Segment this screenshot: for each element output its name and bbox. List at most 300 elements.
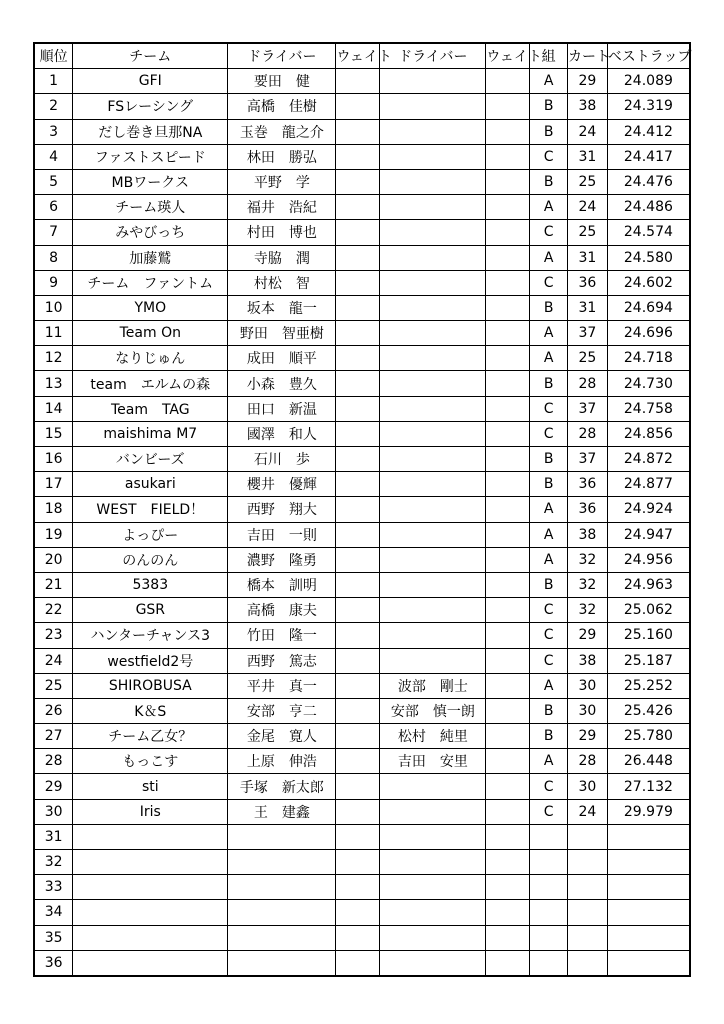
cell-weight-2 xyxy=(486,346,530,371)
cell-best-lap: 24.872 xyxy=(607,447,690,472)
cell-team: ファストスピード xyxy=(73,144,228,169)
cell-driver-2 xyxy=(380,144,486,169)
cell-team xyxy=(73,925,228,950)
cell-weight-1 xyxy=(336,673,380,698)
cell-kart: 32 xyxy=(568,598,608,623)
cell-best-lap: 24.956 xyxy=(607,547,690,572)
cell-rank: 23 xyxy=(34,623,73,648)
cell-weight-2 xyxy=(486,94,530,119)
cell-weight-2 xyxy=(486,522,530,547)
cell-group xyxy=(530,850,568,875)
cell-best-lap: 24.877 xyxy=(607,472,690,497)
cell-driver-2 xyxy=(380,648,486,673)
cell-best-lap: 24.417 xyxy=(607,144,690,169)
cell-kart xyxy=(568,925,608,950)
cell-driver-1: 平野 学 xyxy=(228,169,336,194)
cell-driver-2 xyxy=(380,850,486,875)
results-body xyxy=(34,69,690,976)
cell-best-lap: 24.696 xyxy=(607,321,690,346)
cell-group: A xyxy=(530,749,568,774)
cell-rank: 2 xyxy=(34,94,73,119)
cell-group: A xyxy=(530,547,568,572)
cell-weight-2 xyxy=(486,321,530,346)
cell-team: K＆S xyxy=(73,698,228,723)
cell-weight-1 xyxy=(336,950,380,976)
cell-weight-2 xyxy=(486,799,530,824)
cell-group: C xyxy=(530,648,568,673)
cell-driver-1: 玉巻 龍之介 xyxy=(228,119,336,144)
cell-kart: 28 xyxy=(568,421,608,446)
table-row xyxy=(34,346,690,371)
cell-driver-2: 安部 慎一朗 xyxy=(380,698,486,723)
cell-driver-1: 坂本 龍一 xyxy=(228,295,336,320)
header-driver-2: ドライバー xyxy=(380,43,486,69)
table-row xyxy=(34,144,690,169)
cell-weight-2 xyxy=(486,270,530,295)
cell-driver-1: 寺脇 潤 xyxy=(228,245,336,270)
cell-rank: 34 xyxy=(34,900,73,925)
cell-weight-1 xyxy=(336,295,380,320)
cell-weight-1 xyxy=(336,850,380,875)
cell-rank: 10 xyxy=(34,295,73,320)
cell-kart: 36 xyxy=(568,270,608,295)
cell-group: B xyxy=(530,572,568,597)
cell-driver-1: 金尾 寛人 xyxy=(228,724,336,749)
cell-rank: 29 xyxy=(34,774,73,799)
header-team: チーム xyxy=(73,43,228,69)
cell-best-lap xyxy=(607,925,690,950)
cell-weight-2 xyxy=(486,220,530,245)
table-row xyxy=(34,295,690,320)
cell-team: なりじゅん xyxy=(73,346,228,371)
cell-driver-1 xyxy=(228,900,336,925)
cell-rank: 20 xyxy=(34,547,73,572)
table-row xyxy=(34,749,690,774)
cell-kart: 32 xyxy=(568,547,608,572)
cell-team: SHIROBUSA xyxy=(73,673,228,698)
cell-driver-1 xyxy=(228,824,336,849)
cell-kart: 38 xyxy=(568,648,608,673)
cell-driver-1: 安部 亨二 xyxy=(228,698,336,723)
cell-rank: 25 xyxy=(34,673,73,698)
table-row xyxy=(34,522,690,547)
cell-weight-1 xyxy=(336,900,380,925)
cell-weight-1 xyxy=(336,724,380,749)
cell-weight-1 xyxy=(336,245,380,270)
cell-driver-2 xyxy=(380,270,486,295)
cell-driver-2 xyxy=(380,472,486,497)
table-row xyxy=(34,94,690,119)
cell-weight-2 xyxy=(486,648,530,673)
cell-team xyxy=(73,900,228,925)
cell-rank: 19 xyxy=(34,522,73,547)
cell-best-lap xyxy=(607,875,690,900)
cell-driver-2 xyxy=(380,220,486,245)
cell-group: A xyxy=(530,673,568,698)
cell-driver-1: 田口 新温 xyxy=(228,396,336,421)
cell-kart: 29 xyxy=(568,623,608,648)
cell-weight-2 xyxy=(486,295,530,320)
cell-weight-1 xyxy=(336,195,380,220)
cell-group: B xyxy=(530,119,568,144)
cell-driver-2 xyxy=(380,875,486,900)
header-group: 組 xyxy=(530,43,568,69)
cell-team: のんのん xyxy=(73,547,228,572)
cell-team: チーム瑛人 xyxy=(73,195,228,220)
cell-driver-2 xyxy=(380,371,486,396)
cell-kart: 37 xyxy=(568,321,608,346)
cell-group xyxy=(530,875,568,900)
cell-driver-2 xyxy=(380,824,486,849)
cell-rank: 14 xyxy=(34,396,73,421)
cell-kart: 32 xyxy=(568,572,608,597)
cell-best-lap: 24.758 xyxy=(607,396,690,421)
cell-weight-1 xyxy=(336,270,380,295)
cell-team: MBワークス xyxy=(73,169,228,194)
cell-team: Team On xyxy=(73,321,228,346)
cell-rank: 8 xyxy=(34,245,73,270)
cell-team: よっぴー xyxy=(73,522,228,547)
cell-weight-1 xyxy=(336,169,380,194)
cell-weight-1 xyxy=(336,522,380,547)
cell-driver-1 xyxy=(228,875,336,900)
cell-best-lap: 24.730 xyxy=(607,371,690,396)
table-row xyxy=(34,421,690,446)
cell-driver-2 xyxy=(380,572,486,597)
cell-weight-2 xyxy=(486,547,530,572)
cell-weight-1 xyxy=(336,547,380,572)
cell-kart: 36 xyxy=(568,472,608,497)
cell-weight-2 xyxy=(486,925,530,950)
cell-team: team エルムの森 xyxy=(73,371,228,396)
cell-driver-1 xyxy=(228,925,336,950)
cell-weight-1 xyxy=(336,648,380,673)
cell-driver-1: 吉田 一則 xyxy=(228,522,336,547)
cell-kart: 38 xyxy=(568,522,608,547)
cell-group: C xyxy=(530,623,568,648)
cell-weight-2 xyxy=(486,774,530,799)
header-row xyxy=(34,43,690,69)
cell-best-lap: 25.187 xyxy=(607,648,690,673)
cell-team: チーム ファントム xyxy=(73,270,228,295)
cell-kart: 37 xyxy=(568,396,608,421)
cell-kart xyxy=(568,850,608,875)
cell-driver-2 xyxy=(380,925,486,950)
cell-driver-2 xyxy=(380,245,486,270)
cell-rank: 4 xyxy=(34,144,73,169)
cell-kart: 36 xyxy=(568,497,608,522)
cell-kart: 25 xyxy=(568,346,608,371)
cell-weight-2 xyxy=(486,371,530,396)
cell-best-lap: 24.486 xyxy=(607,195,690,220)
cell-group: A xyxy=(530,346,568,371)
cell-kart: 31 xyxy=(568,144,608,169)
cell-weight-1 xyxy=(336,447,380,472)
cell-best-lap: 26.448 xyxy=(607,749,690,774)
cell-group: C xyxy=(530,396,568,421)
cell-weight-1 xyxy=(336,220,380,245)
cell-weight-1 xyxy=(336,69,380,94)
cell-driver-1: 高橋 康夫 xyxy=(228,598,336,623)
cell-team: asukari xyxy=(73,472,228,497)
cell-rank: 36 xyxy=(34,950,73,976)
cell-weight-1 xyxy=(336,94,380,119)
cell-team: ハンターチャンス3 xyxy=(73,623,228,648)
cell-kart: 38 xyxy=(568,94,608,119)
cell-weight-2 xyxy=(486,195,530,220)
cell-weight-2 xyxy=(486,421,530,446)
cell-kart: 31 xyxy=(568,295,608,320)
cell-rank: 7 xyxy=(34,220,73,245)
cell-group: A xyxy=(530,245,568,270)
cell-kart: 24 xyxy=(568,195,608,220)
cell-rank: 31 xyxy=(34,824,73,849)
cell-weight-1 xyxy=(336,119,380,144)
cell-kart xyxy=(568,900,608,925)
cell-driver-1: 竹田 隆一 xyxy=(228,623,336,648)
cell-weight-2 xyxy=(486,396,530,421)
cell-kart: 29 xyxy=(568,724,608,749)
cell-rank: 3 xyxy=(34,119,73,144)
cell-weight-2 xyxy=(486,472,530,497)
cell-team: だし巻き旦那NA xyxy=(73,119,228,144)
cell-group: C xyxy=(530,421,568,446)
cell-rank: 9 xyxy=(34,270,73,295)
cell-weight-1 xyxy=(336,799,380,824)
cell-group: C xyxy=(530,144,568,169)
table-row xyxy=(34,497,690,522)
table-row xyxy=(34,698,690,723)
cell-team: チーム乙女？ xyxy=(73,724,228,749)
cell-rank: 17 xyxy=(34,472,73,497)
cell-driver-2 xyxy=(380,598,486,623)
table-row xyxy=(34,547,690,572)
cell-driver-1: 村田 博也 xyxy=(228,220,336,245)
table-row xyxy=(34,371,690,396)
table-row xyxy=(34,950,690,976)
cell-weight-1 xyxy=(336,698,380,723)
cell-driver-2 xyxy=(380,774,486,799)
cell-group: B xyxy=(530,371,568,396)
cell-rank: 32 xyxy=(34,850,73,875)
cell-rank: 15 xyxy=(34,421,73,446)
cell-kart xyxy=(568,875,608,900)
cell-weight-2 xyxy=(486,69,530,94)
cell-weight-1 xyxy=(336,598,380,623)
cell-weight-1 xyxy=(336,396,380,421)
cell-kart: 28 xyxy=(568,371,608,396)
cell-weight-2 xyxy=(486,724,530,749)
cell-weight-2 xyxy=(486,824,530,849)
cell-group: A xyxy=(530,195,568,220)
cell-team: sti xyxy=(73,774,228,799)
cell-group: A xyxy=(530,497,568,522)
cell-weight-1 xyxy=(336,321,380,346)
cell-weight-1 xyxy=(336,925,380,950)
cell-driver-2 xyxy=(380,321,486,346)
cell-best-lap: 24.694 xyxy=(607,295,690,320)
cell-best-lap: 25.160 xyxy=(607,623,690,648)
cell-best-lap: 24.856 xyxy=(607,421,690,446)
cell-driver-2 xyxy=(380,623,486,648)
cell-driver-2: 松村 純里 xyxy=(380,724,486,749)
cell-team: Iris xyxy=(73,799,228,824)
cell-kart: 30 xyxy=(568,698,608,723)
cell-group: B xyxy=(530,698,568,723)
cell-group xyxy=(530,900,568,925)
cell-best-lap: 24.319 xyxy=(607,94,690,119)
cell-driver-1: 高橋 佳樹 xyxy=(228,94,336,119)
cell-driver-1: 村松 智 xyxy=(228,270,336,295)
cell-team: GFI xyxy=(73,69,228,94)
table-row xyxy=(34,824,690,849)
cell-weight-1 xyxy=(336,623,380,648)
cell-kart: 29 xyxy=(568,69,608,94)
cell-team: WEST FIELD！ xyxy=(73,497,228,522)
cell-driver-2: 波部 剛士 xyxy=(380,673,486,698)
cell-rank: 35 xyxy=(34,925,73,950)
cell-driver-1 xyxy=(228,950,336,976)
cell-kart: 30 xyxy=(568,673,608,698)
cell-team: westfield2号 xyxy=(73,648,228,673)
cell-driver-2 xyxy=(380,295,486,320)
cell-group xyxy=(530,950,568,976)
table-row xyxy=(34,195,690,220)
cell-driver-2 xyxy=(380,396,486,421)
table-row xyxy=(34,724,690,749)
cell-driver-1: 野田 智亜樹 xyxy=(228,321,336,346)
cell-weight-2 xyxy=(486,698,530,723)
table-row xyxy=(34,648,690,673)
cell-kart: 24 xyxy=(568,799,608,824)
cell-weight-2 xyxy=(486,144,530,169)
cell-rank: 30 xyxy=(34,799,73,824)
cell-weight-1 xyxy=(336,749,380,774)
cell-weight-1 xyxy=(336,472,380,497)
cell-team: GSR xyxy=(73,598,228,623)
cell-rank: 6 xyxy=(34,195,73,220)
cell-best-lap: 29.979 xyxy=(607,799,690,824)
cell-weight-2 xyxy=(486,900,530,925)
table-row xyxy=(34,598,690,623)
cell-weight-2 xyxy=(486,119,530,144)
cell-team: YMO xyxy=(73,295,228,320)
cell-driver-1: 西野 篤志 xyxy=(228,648,336,673)
table-row xyxy=(34,472,690,497)
cell-driver-1: 福井 浩紀 xyxy=(228,195,336,220)
cell-rank: 12 xyxy=(34,346,73,371)
table-row xyxy=(34,270,690,295)
table-row xyxy=(34,875,690,900)
cell-rank: 13 xyxy=(34,371,73,396)
cell-best-lap: 24.602 xyxy=(607,270,690,295)
cell-rank: 33 xyxy=(34,875,73,900)
cell-best-lap: 24.412 xyxy=(607,119,690,144)
cell-kart: 25 xyxy=(568,220,608,245)
table-row xyxy=(34,447,690,472)
cell-driver-2 xyxy=(380,169,486,194)
cell-weight-1 xyxy=(336,371,380,396)
header-rank: 順位 xyxy=(34,43,73,69)
table-row xyxy=(34,925,690,950)
cell-driver-1: 成田 順平 xyxy=(228,346,336,371)
table-row xyxy=(34,673,690,698)
cell-group: A xyxy=(530,69,568,94)
cell-driver-2 xyxy=(380,522,486,547)
cell-weight-1 xyxy=(336,875,380,900)
cell-best-lap: 25.252 xyxy=(607,673,690,698)
cell-best-lap: 24.476 xyxy=(607,169,690,194)
cell-team: FSレーシング xyxy=(73,94,228,119)
cell-kart: 37 xyxy=(568,447,608,472)
cell-best-lap xyxy=(607,850,690,875)
table-row xyxy=(34,220,690,245)
cell-driver-2 xyxy=(380,497,486,522)
cell-driver-1: 石川 歩 xyxy=(228,447,336,472)
cell-kart: 28 xyxy=(568,749,608,774)
cell-weight-1 xyxy=(336,824,380,849)
table-row xyxy=(34,623,690,648)
cell-driver-2 xyxy=(380,195,486,220)
cell-driver-1: 櫻井 優輝 xyxy=(228,472,336,497)
cell-driver-2 xyxy=(380,69,486,94)
cell-driver-2: 吉田 安里 xyxy=(380,749,486,774)
table-row xyxy=(34,900,690,925)
cell-team xyxy=(73,850,228,875)
cell-best-lap: 24.574 xyxy=(607,220,690,245)
table-row xyxy=(34,119,690,144)
cell-team: 加藤鷲 xyxy=(73,245,228,270)
cell-best-lap xyxy=(607,824,690,849)
header-best-lap: ベストラップ xyxy=(607,43,690,69)
cell-best-lap: 25.062 xyxy=(607,598,690,623)
cell-weight-2 xyxy=(486,572,530,597)
cell-team: 5383 xyxy=(73,572,228,597)
cell-driver-1: 濃野 隆勇 xyxy=(228,547,336,572)
cell-best-lap: 25.780 xyxy=(607,724,690,749)
cell-kart xyxy=(568,824,608,849)
cell-driver-1: 要田 健 xyxy=(228,69,336,94)
cell-driver-1: 西野 翔大 xyxy=(228,497,336,522)
cell-driver-2 xyxy=(380,900,486,925)
cell-best-lap: 24.947 xyxy=(607,522,690,547)
table-row xyxy=(34,396,690,421)
cell-weight-1 xyxy=(336,421,380,446)
cell-rank: 22 xyxy=(34,598,73,623)
cell-kart xyxy=(568,950,608,976)
cell-weight-2 xyxy=(486,749,530,774)
table-row xyxy=(34,774,690,799)
cell-best-lap: 24.924 xyxy=(607,497,690,522)
cell-best-lap: 27.132 xyxy=(607,774,690,799)
cell-best-lap: 24.580 xyxy=(607,245,690,270)
header-weight-1: ウェイト xyxy=(336,43,380,69)
cell-driver-2 xyxy=(380,346,486,371)
cell-driver-2 xyxy=(380,119,486,144)
cell-driver-2 xyxy=(380,547,486,572)
cell-weight-1 xyxy=(336,497,380,522)
cell-team xyxy=(73,824,228,849)
cell-driver-1: 國澤 和人 xyxy=(228,421,336,446)
table-row xyxy=(34,245,690,270)
cell-driver-1: 林田 勝弘 xyxy=(228,144,336,169)
cell-group: C xyxy=(530,799,568,824)
cell-team xyxy=(73,875,228,900)
cell-team: maishima M7 xyxy=(73,421,228,446)
cell-best-lap xyxy=(607,950,690,976)
cell-group: C xyxy=(530,598,568,623)
cell-rank: 27 xyxy=(34,724,73,749)
